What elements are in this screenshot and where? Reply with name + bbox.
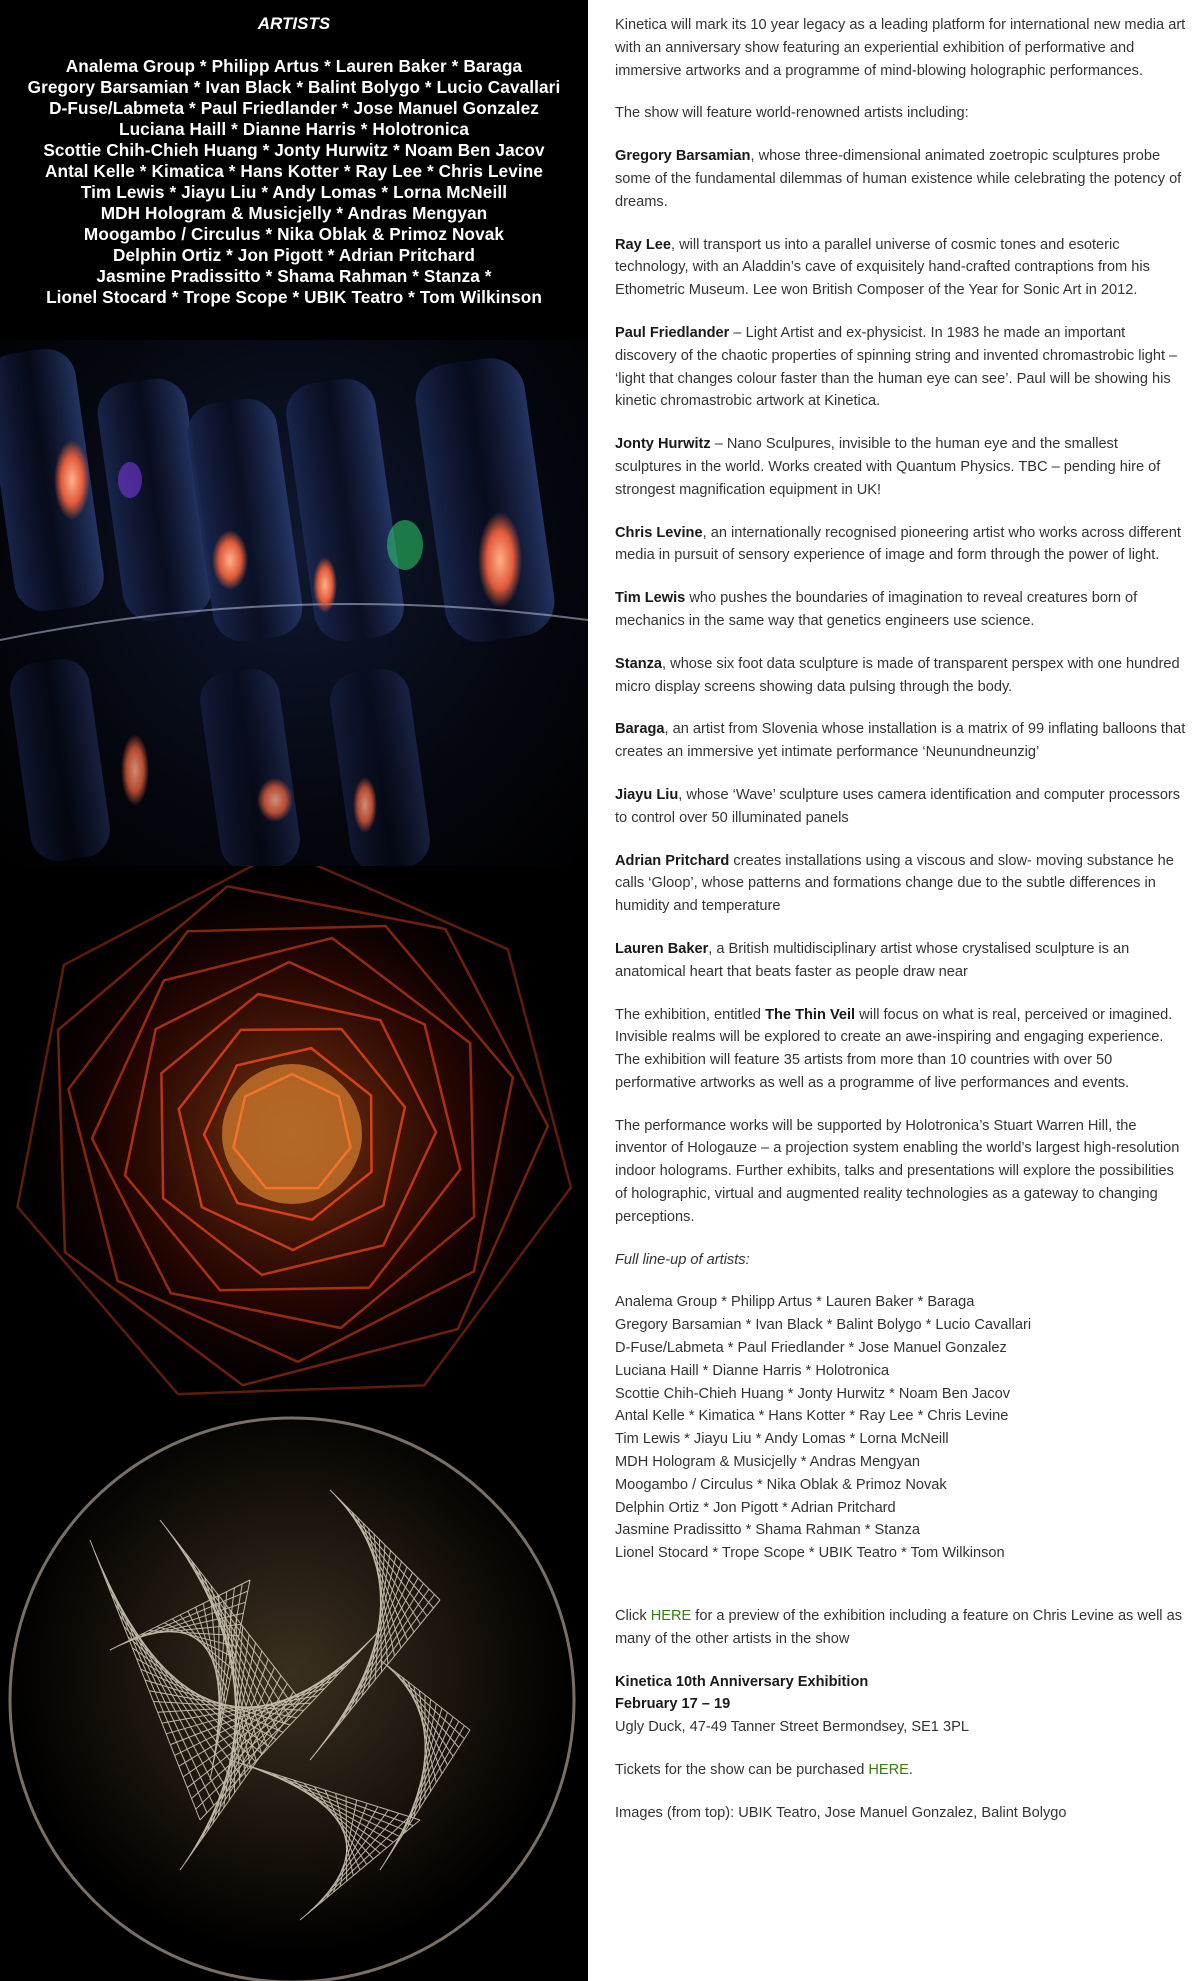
hologram-tubes-image [0,340,588,866]
event-venue: Ugly Duck, 47-49 Tanner Street Bermondsey, SE1 3PL [615,1719,969,1736]
light-rose-image [0,866,588,1400]
artist-name: Baraga [615,721,665,738]
artists-line: Jasmine Pradissitto * Shama Rahman * Stanza * [96,266,492,286]
event-details [615,1671,1187,1739]
artist-description: , whose three-dimensional animated zoetropic sculptures probe some of the fundamental dilemmas of human existence while celebrating the potency of dreams. [615,148,1182,210]
artists-line: Lionel Stocard * Trope Scope * UBIK Teatro * Tom Wilkinson [46,287,542,307]
artists-line: Scottie Chih-Chieh Huang * Jonty Hurwitz * Noam Ben Jacov [43,140,545,160]
artist-description: creates installations using a viscous and slow- moving substance he calls ‘Gloop’, whose patterns and formations change due to the subtle differences in humidity and temperature [615,852,1174,915]
left-panel [0,0,588,1981]
artist-name: Adrian Pritchard [615,852,730,869]
artist-description: , a British multidisciplinary artist whose crystalised sculpture is an anatomical heart that beats faster as people draw near [615,940,1130,980]
feature-line: The show will feature world-renowned artists including: [615,105,969,122]
lineup-line: Antal Kelle * Kimatica * Hans Kotter * Ray Lee * Chris Levine [615,1408,1009,1425]
artist-paragraph [615,522,1187,568]
artists-line: MDH Hologram & Musicjelly * Andras Mengyan [100,203,488,223]
event-title: Kinetica 10th Anniversary Exhibition [615,1673,869,1690]
exhibition-title: The Thin Veil [765,1006,856,1023]
artists-line: Delphin Ortiz * Jon Pigott * Adrian Pritchard [113,245,475,265]
artist-name: Stanza [615,655,663,672]
artist-name: Jiayu Liu [615,786,679,803]
event-dates: February 17 – 19 [615,1696,731,1713]
artists-line: Tim Lewis * Jiayu Liu * Andy Lomas * Lorna McNeill [80,182,508,202]
artist-paragraph [615,587,1187,633]
article-body [615,14,1187,1845]
lineup-line: Lionel Stocard * Trope Scope * UBIK Teatro * Tom Wilkinson [615,1545,1005,1562]
artist-name: Jonty Hurwitz [615,436,711,453]
artist-description: , will transport us into a parallel universe of cosmic tones and esoteric technology, with an Aladdin’s cave of exquisitely hand-crafted contraptions from his Ethometric Museum. Lee won British Composer of the Year for Sonic Art in 2012. [615,236,1150,299]
tickets-paragraph: Tickets for the show can be purchased HERE. [615,1762,913,1779]
artists-line: Antal Kelle * Kimatica * Hans Kotter * Ray Lee * Chris Levine [44,161,544,181]
intro-paragraph: Kinetica will mark its 10 year legacy as a leading platform for international new media art with an anniversary show featuring an experiential exhibition of performative and immersive artworks and a programme of mind-blowing holographic performances. [615,17,1186,79]
artist-description: – Light Artist and ex-physicist. In 1983 he made an important discovery of the chaotic properties of spinning string and invented chromastrobic light – ‘light that changes colour faster than the human eye can see’. Paul will be showing his kinetic chromastrobic artwork at Kinetica. [615,324,1178,410]
lineup-line: D-Fuse/Labmeta * Paul Friedlander * Jose Manuel Gonzalez [615,1340,1007,1357]
artist-paragraph [615,784,1187,830]
lineup-heading: Full line-up of artists: [615,1251,750,1268]
artist-name: Lauren Baker [615,940,709,957]
exhibition-paragraph: The exhibition, entitled The Thin Veil will focus on what is real, perceived or imagined. Invisible realms will be explored to create an awe-inspiring and engaging experience. The exhibition will feature 35 artists from more than 10 countries with over 50 performative artworks as well as a programme of live performances and events. [615,1006,1173,1091]
artist-paragraph [615,850,1187,918]
lineup-line: Luciana Haill * Dianne Harris * Holotronica [615,1362,890,1379]
artist-name: Tim Lewis [615,590,686,607]
lineup-line: Analema Group * Philipp Artus * Lauren Baker * Baraga [615,1294,975,1311]
tickets-link[interactable]: HERE [868,1762,909,1779]
artist-description: , whose six foot data sculpture is made of transparent perspex with one hundred micro display screens showing data pulsing through the body. [615,655,1180,695]
artists-heading: ARTISTS [257,14,331,33]
artists-line: Luciana Haill * Dianne Harris * Holotronica [118,119,470,139]
artist-name: Ray Lee [615,236,671,253]
lineup-line: Tim Lewis * Jiayu Liu * Andy Lomas * Lorna McNeill [615,1431,949,1448]
artist-description: , an internationally recognised pioneering artist who works across different media in pursuit of sensory experience of image and form through the power of light. [615,524,1181,564]
artists-line: D-Fuse/Labmeta * Paul Friedlander * Jose Manuel Gonzalez [49,98,539,118]
artist-description: , an artist from Slovenia whose installation is a matrix of 99 inflating balloons that creates an immersive yet intimate performance ‘Neunundneunzig’ [615,721,1186,761]
artist-description: , whose ‘Wave’ sculpture uses camera identification and computer processors to control over 50 illuminated panels [615,786,1181,826]
artist-paragraph [615,718,1187,764]
artist-paragraph [615,145,1187,213]
lineup-line: Scottie Chih-Chieh Huang * Jonty Hurwitz * Noam Ben Jacov [615,1385,1011,1402]
lineup-line: Gregory Barsamian * Ivan Black * Balint Bolygo * Lucio Cavallari [615,1317,1032,1334]
artist-paragraph [615,234,1187,302]
artist-paragraph [615,938,1187,984]
artists-list [0,56,588,308]
artist-name: Chris Levine [615,524,703,541]
lineup-line: MDH Hologram & Musicjelly * Andras Mengyan [615,1454,920,1471]
lineup-line: Jasmine Pradissitto * Shama Rahman * Stanza [615,1522,920,1539]
performance-paragraph: The performance works will be supported by Holotronica’s Stuart Warren Hill, the inventor of Hologauze – a projection system enabling the world’s largest high-resolution indoor holograms. Further exhibits, talks and presentations will explore the possibilities of holographic, virtual and augmented reality technologies as a gateway to changing perceptions. [615,1117,1180,1225]
artist-description: – Nano Sculpures, invisible to the human eye and the smallest sculptures in the world. Works created with Quantum Physics. TBC – pending hire of strongest magnification equipment in UK! [615,436,1161,498]
preview-link[interactable]: HERE [650,1608,692,1625]
artist-paragraph [615,653,1187,699]
lineup-line: Moogambo / Circulus * Nika Oblak & Primoz Novak [615,1476,947,1493]
artist-name: Gregory Barsamian [615,148,751,165]
artist-paragraph [615,433,1187,501]
preview-paragraph: Click HERE for a preview of the exhibition including a feature on Chris Levine as well as many of the other artists in the show [615,1608,1183,1647]
string-sculpture-image [0,1400,588,1981]
artist-paragraph [615,322,1187,413]
image-credits: Images (from top): UBIK Teatro, Jose Manuel Gonzalez, Balint Bolygo [615,1804,1067,1821]
artists-line: Gregory Barsamian * Ivan Black * Balint Bolygo * Lucio Cavallari [27,77,561,97]
artist-name: Paul Friedlander [615,324,730,341]
artist-description: who pushes the boundaries of imagination to reveal creatures born of mechanics in the same way that genetics engineers use science. [615,590,1138,629]
lineup-line: Delphin Ortiz * Jon Pigott * Adrian Pritchard [615,1499,896,1516]
artists-line: Moogambo / Circulus * Nika Oblak & Primoz Novak [83,224,505,244]
artists-line: Analema Group * Philipp Artus * Lauren Baker * Baraga [65,56,523,76]
